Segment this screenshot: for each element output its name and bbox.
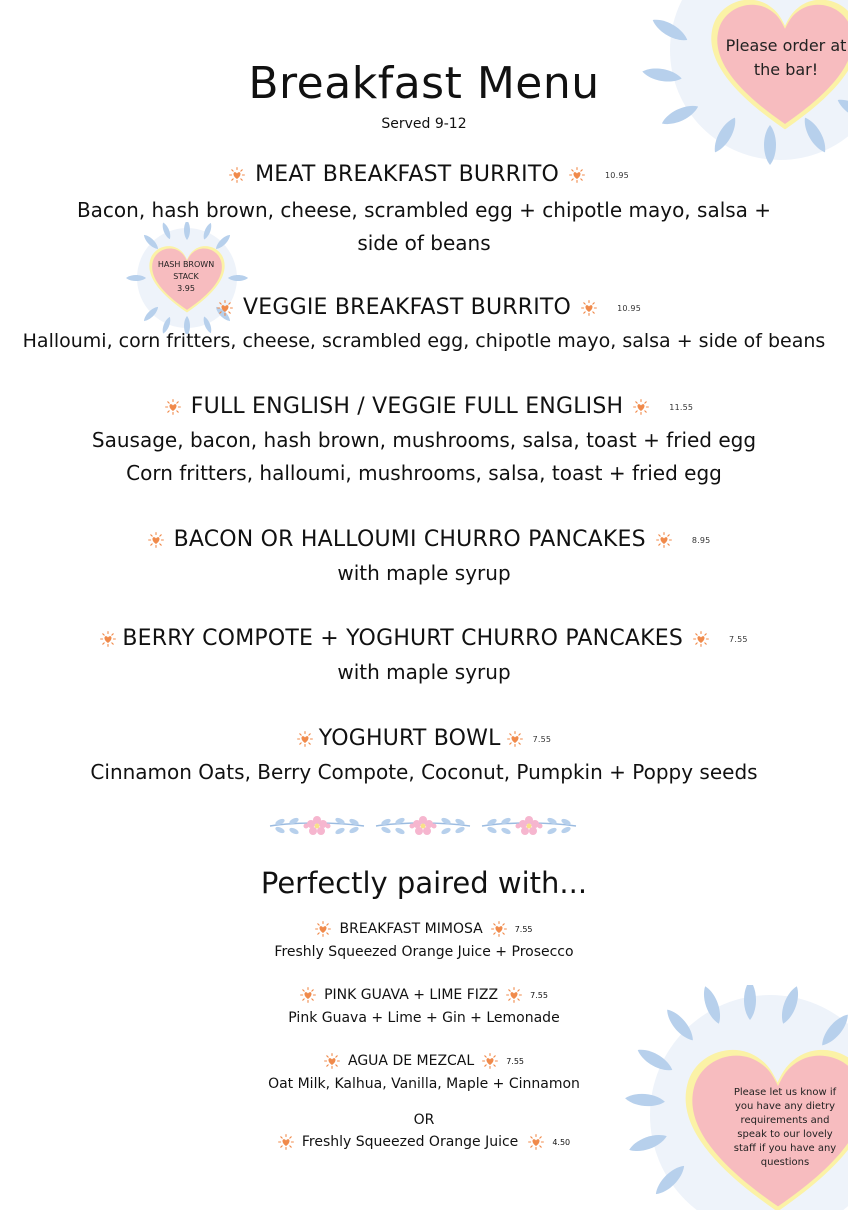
served-times: Served 9-12 (381, 116, 467, 132)
menu-item-title (0, 726, 848, 751)
juice-price: 4.50 (552, 1137, 571, 1147)
sun-heart-icon (165, 399, 181, 415)
sun-heart-icon (148, 532, 164, 548)
menu-item-name: YOGHURT BOWL (318, 726, 501, 751)
menu-item-price: 8.95 (691, 535, 711, 545)
hash-brown-badge-text (146, 259, 226, 295)
description-line: with maple syrup (337, 561, 511, 585)
menu-item-price: 10.95 (605, 170, 629, 180)
floral-divider (266, 812, 582, 840)
menu-item-description (0, 194, 848, 260)
or-separator: OR (413, 1112, 435, 1128)
menu-item-title (0, 295, 848, 320)
sun-heart-icon (506, 987, 522, 1003)
drink-name: BREAKFAST MIMOSA (339, 921, 483, 937)
drink-price: 7.55 (514, 924, 533, 934)
drink-title (0, 921, 848, 937)
sun-heart-icon (569, 167, 585, 183)
drink-price: 7.55 (530, 990, 548, 1000)
drink-title (0, 1053, 848, 1069)
drink-description: Freshly Squeezed Orange Juice + Prosecco (274, 944, 574, 960)
menu-item-name: VEGGIE BREAKFAST BURRITO (243, 295, 572, 320)
sun-heart-icon (581, 300, 597, 316)
juice-name: Freshly Squeezed Orange Juice (301, 1134, 519, 1150)
description-line: Sausage, bacon, hash brown, mushrooms, salsa, toast + fried egg (91, 428, 757, 452)
menu-item-price: 7.55 (729, 634, 748, 644)
menu-item-name: FULL ENGLISH / VEGGIE FULL ENGLISH (190, 394, 624, 419)
hash-brown-line-1: HASH BROWN (157, 260, 215, 269)
menu-item-title (0, 162, 848, 187)
drink-name: AGUA DE MEZCAL (347, 1053, 475, 1069)
sun-heart-icon (507, 731, 523, 747)
menu-item-description (0, 424, 848, 490)
description-line: Corn fritters, halloumi, mushrooms, salsa, toast + fried egg (126, 461, 722, 485)
menu-item-price: 10.95 (617, 303, 641, 313)
sun-heart-icon (633, 399, 649, 415)
drink-description: Pink Guava + Lime + Gin + Lemonade (288, 1010, 560, 1026)
hash-brown-line-2: STACK (173, 272, 199, 281)
menu-item-title (0, 394, 848, 419)
description-line: Cinnamon Oats, Berry Compote, Coconut, Pumpkin + Poppy seeds (90, 760, 758, 784)
menu-item-name: BACON OR HALLOUMI CHURRO PANCAKES (173, 527, 646, 552)
dietary-badge-text: Please let us know if you have any dietry requirements and speak to our lovely staff if you have any questions (733, 1087, 837, 1168)
menu-item-title (0, 527, 848, 552)
description-line: side of beans (357, 231, 491, 255)
sun-heart-icon (278, 1134, 294, 1150)
sun-heart-icon (229, 167, 245, 183)
sun-heart-icon (324, 1053, 340, 1069)
sun-heart-icon (528, 1134, 544, 1150)
drink-price: 7.55 (506, 1056, 524, 1066)
paired-section-title: Perfectly paired with... (260, 866, 588, 900)
juice-title (0, 1134, 848, 1150)
menu-item-title (0, 626, 848, 651)
sun-heart-icon (297, 731, 313, 747)
drink-description: Oat Milk, Kalhua, Vanilla, Maple + Cinnamon (268, 1076, 580, 1092)
sun-heart-icon (217, 300, 233, 316)
hash-brown-line-3: 3.95 (177, 284, 195, 293)
page-title: Breakfast Menu (248, 58, 600, 109)
sun-heart-icon (315, 921, 331, 937)
sun-heart-icon (656, 532, 672, 548)
description-line: Bacon, hash brown, cheese, scrambled egg + chipotle mayo, salsa + (76, 198, 772, 222)
order-badge-text: Please order at the bar! (725, 36, 847, 79)
menu-item-description (0, 656, 848, 689)
menu-item-description (0, 557, 848, 590)
description-line: Halloumi, corn fritters, cheese, scrambled egg, chipotle mayo, salsa + side of beans (22, 330, 826, 352)
menu-item-description (0, 325, 848, 358)
menu-item-price: 7.55 (532, 734, 552, 744)
menu-item-description (0, 756, 848, 789)
drink-name: PINK GUAVA + LIME FIZZ (324, 987, 499, 1003)
sun-heart-icon (482, 1053, 498, 1069)
sun-heart-icon (491, 921, 507, 937)
drink-title (0, 987, 848, 1003)
sun-heart-icon (300, 987, 316, 1003)
menu-item-price: 11.55 (669, 402, 694, 412)
menu-item-name: MEAT BREAKFAST BURRITO (255, 162, 559, 187)
sun-heart-icon (100, 631, 116, 647)
menu-item-name: BERRY COMPOTE + YOGHURT CHURRO PANCAKES (122, 626, 684, 651)
sun-heart-icon (693, 631, 709, 647)
description-line: with maple syrup (337, 660, 511, 684)
